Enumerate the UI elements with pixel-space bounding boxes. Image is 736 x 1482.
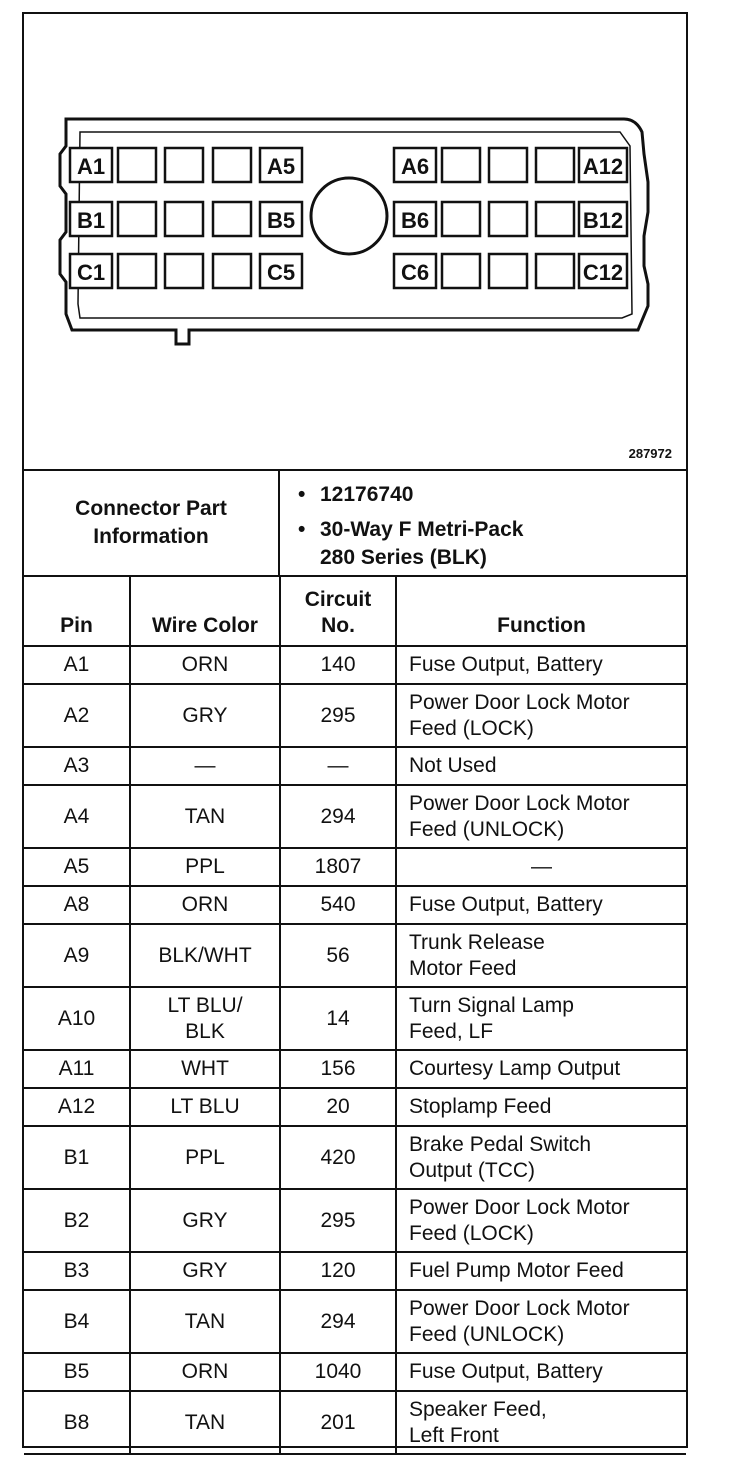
part-info-label-line1: Connector Part	[75, 497, 227, 520]
function-cell	[396, 1290, 686, 1353]
wire-color-cell	[130, 1189, 280, 1252]
cavity-label-b5: B5	[266, 208, 296, 233]
circuit-cell: —	[280, 747, 396, 785]
part-info-details	[282, 471, 686, 575]
wire-color-cell	[130, 1126, 280, 1189]
wire-color-cell	[130, 848, 280, 886]
cavity-r0-left-2	[165, 148, 203, 182]
wire-color-line: BLK/WHT	[158, 943, 252, 967]
pin-cell: A5	[24, 848, 130, 886]
function-cell	[396, 1050, 686, 1088]
pin-cell: A3	[24, 747, 130, 785]
cavity-label-c6: C6	[400, 260, 430, 285]
wire-color-line: BLK	[185, 1019, 225, 1043]
cavity-label-c5: C5	[266, 260, 296, 285]
pin-row-b8	[24, 1391, 686, 1454]
wire-color-line: ORN	[181, 653, 229, 676]
function-line: Left Front	[409, 1423, 499, 1447]
cavity-label-b12: B12	[582, 208, 624, 233]
wire-color-cell	[130, 924, 280, 987]
wire-color-line: ORN	[181, 1360, 229, 1383]
function-line: Courtesy Lamp Output	[409, 1057, 621, 1080]
cavity-r0-left-1	[118, 148, 156, 182]
pin-row-a4	[24, 785, 686, 848]
function-line: Stoplamp Feed	[409, 1095, 552, 1118]
function-line: Power Door Lock Motor	[409, 791, 630, 815]
pin-cell: A12	[24, 1088, 130, 1126]
pin-row-a12	[24, 1088, 686, 1126]
pin-row-a8	[24, 886, 686, 924]
connector-face-drawing	[24, 14, 686, 469]
cavity-r0-right-3	[536, 148, 574, 182]
circuit-cell: 14	[280, 987, 396, 1050]
cavity-r0-left-3	[213, 148, 251, 182]
pin-row-b1	[24, 1126, 686, 1189]
pin-cell: A9	[24, 924, 130, 987]
function-cell	[396, 1391, 686, 1454]
function-line: Trunk Release	[409, 930, 545, 954]
function-line: Speaker Feed,	[409, 1397, 547, 1421]
pin-cell: A4	[24, 785, 130, 848]
pin-row-b4	[24, 1290, 686, 1353]
wire-color-line: GRY	[182, 1208, 228, 1232]
circuit-cell: 56	[280, 924, 396, 987]
figure-id: 287972	[628, 446, 672, 461]
function-cell	[396, 1126, 686, 1189]
pin-cell: B4	[24, 1290, 130, 1353]
header-wire-color: Wire Color	[130, 577, 280, 646]
cavity-label-b6: B6	[400, 208, 430, 233]
cavity-label-a1: A1	[76, 154, 106, 179]
circuit-cell: 140	[280, 646, 396, 684]
cavity-r2-right-3	[536, 254, 574, 288]
cavity-r0-right-2	[489, 148, 527, 182]
function-line: Fuse Output, Battery	[409, 1360, 603, 1383]
pin-cell: A1	[24, 646, 130, 684]
pin-row-a9	[24, 924, 686, 987]
cavity-label-a12: A12	[582, 154, 624, 179]
wire-color-line: TAN	[184, 1410, 226, 1434]
function-line: Feed (LOCK)	[409, 1221, 534, 1245]
wire-color-line: TAN	[184, 1309, 226, 1333]
function-line: Fuse Output, Battery	[409, 893, 603, 916]
pin-cell: B5	[24, 1353, 130, 1391]
pin-cell: A11	[24, 1050, 130, 1088]
connector-page	[22, 12, 688, 1448]
connector-diagram	[24, 14, 686, 469]
function-cell	[396, 924, 686, 987]
cavity-r1-right-2	[489, 202, 527, 236]
function-cell	[396, 1189, 686, 1252]
pin-cell: B1	[24, 1126, 130, 1189]
wire-color-cell	[130, 1391, 280, 1454]
circuit-cell: 20	[280, 1088, 396, 1126]
wire-color-line: ORN	[181, 893, 229, 916]
function-cell	[396, 684, 686, 747]
circuit-cell: 540	[280, 886, 396, 924]
cavity-r2-left-3	[213, 254, 251, 288]
pin-row-b5	[24, 1353, 686, 1391]
circuit-cell: 295	[280, 1189, 396, 1252]
wire-color-line: PPL	[185, 1145, 225, 1169]
cavity-label-a5: A5	[266, 154, 296, 179]
circuit-cell: 295	[280, 684, 396, 747]
wire-color-line: PPL	[185, 855, 225, 878]
wire-color-cell	[130, 1088, 280, 1126]
pinout-table	[24, 577, 686, 1455]
function-cell	[396, 1088, 686, 1126]
header-function: Function	[396, 577, 686, 646]
cavity-r2-right-1	[442, 254, 480, 288]
wire-color-cell	[130, 684, 280, 747]
cavity-label-c1: C1	[76, 260, 106, 285]
cavity-r2-left-1	[118, 254, 156, 288]
cavity-r2-left-2	[165, 254, 203, 288]
function-line: Feed (UNLOCK)	[409, 1322, 565, 1346]
header-circuit-line2: No.	[321, 614, 355, 637]
cavity-label-a6: A6	[400, 154, 430, 179]
cavity-label-b1: B1	[76, 208, 106, 233]
function-line: Output (TCC)	[409, 1158, 536, 1182]
cavity-r1-left-3	[213, 202, 251, 236]
pin-row-a10	[24, 987, 686, 1050]
connector-part-info	[24, 469, 686, 577]
function-line: Power Door Lock Motor	[409, 1195, 630, 1219]
wire-color-cell	[130, 1050, 280, 1088]
function-cell	[396, 1353, 686, 1391]
pin-row-b2	[24, 1189, 686, 1252]
part-info-label-line2: Information	[93, 525, 209, 548]
function-cell	[396, 747, 686, 785]
wire-color-cell	[130, 1290, 280, 1353]
cavity-r1-left-1	[118, 202, 156, 236]
header-circuit-line1: Circuit	[304, 588, 372, 611]
function-cell	[396, 1252, 686, 1290]
wire-color-line: LT BLU/	[167, 993, 243, 1017]
pin-row-a2	[24, 684, 686, 747]
connector-center-hole	[311, 178, 387, 254]
pin-row-a5	[24, 848, 686, 886]
circuit-cell: 294	[280, 785, 396, 848]
header-circuit-no	[280, 577, 396, 646]
circuit-cell: 120	[280, 1252, 396, 1290]
part-description-line2: 280 Series (BLK)	[320, 546, 487, 569]
wire-color-line: TAN	[184, 804, 226, 828]
circuit-cell: 294	[280, 1290, 396, 1353]
pin-cell: A8	[24, 886, 130, 924]
function-line: Brake Pedal Switch	[409, 1132, 592, 1156]
circuit-cell: 420	[280, 1126, 396, 1189]
function-cell	[396, 646, 686, 684]
circuit-cell: 201	[280, 1391, 396, 1454]
circuit-cell: 1040	[280, 1353, 396, 1391]
circuit-cell: 156	[280, 1050, 396, 1088]
function-line: Feed, LF	[409, 1019, 494, 1043]
wire-color-cell	[130, 747, 280, 785]
pin-cell: B8	[24, 1391, 130, 1454]
pin-cell: B3	[24, 1252, 130, 1290]
wire-color-cell	[130, 785, 280, 848]
part-number: • 12176740	[320, 481, 686, 509]
wire-color-cell	[130, 1252, 280, 1290]
pin-row-a11	[24, 1050, 686, 1088]
function-line: Not Used	[409, 754, 497, 777]
function-line: Turn Signal Lamp	[409, 993, 574, 1017]
pin-row-a3	[24, 747, 686, 785]
function-line: Fuse Output, Battery	[409, 653, 603, 676]
wire-color-line: LT BLU	[170, 1095, 240, 1118]
wire-color-cell	[130, 886, 280, 924]
function-line: Feed (UNLOCK)	[409, 817, 565, 841]
function-cell	[396, 785, 686, 848]
cavity-r0-right-1	[442, 148, 480, 182]
pin-cell: A2	[24, 684, 130, 747]
pin-row-b3	[24, 1252, 686, 1290]
function-cell	[396, 987, 686, 1050]
pin-cell: B2	[24, 1189, 130, 1252]
function-line: Fuel Pump Motor Feed	[409, 1259, 624, 1282]
cavity-r1-right-3	[536, 202, 574, 236]
function-cell	[396, 848, 686, 886]
function-line: —	[531, 855, 552, 878]
cavity-r1-right-1	[442, 202, 480, 236]
header-pin: Pin	[24, 577, 130, 646]
function-line: Power Door Lock Motor	[409, 1296, 630, 1320]
pinout-header-row	[24, 577, 686, 646]
wire-color-cell	[130, 1353, 280, 1391]
wire-color-line: WHT	[181, 1057, 229, 1080]
wire-color-line: GRY	[182, 703, 228, 727]
wire-color-cell	[130, 987, 280, 1050]
function-line: Motor Feed	[409, 956, 517, 980]
pin-row-a1	[24, 646, 686, 684]
cavity-r1-left-2	[165, 202, 203, 236]
cavity-label-c12: C12	[582, 260, 624, 285]
function-line: Feed (LOCK)	[409, 716, 534, 740]
cavity-r2-right-2	[489, 254, 527, 288]
function-line: Power Door Lock Motor	[409, 690, 630, 714]
part-description-line1: • 30-Way F Metri-Pack	[320, 516, 686, 544]
wire-color-line: GRY	[182, 1259, 228, 1282]
function-cell	[396, 886, 686, 924]
part-info-label	[24, 471, 280, 575]
wire-color-cell	[130, 646, 280, 684]
wire-color-line: —	[194, 754, 216, 777]
circuit-cell: 1807	[280, 848, 396, 886]
pin-cell: A10	[24, 987, 130, 1050]
